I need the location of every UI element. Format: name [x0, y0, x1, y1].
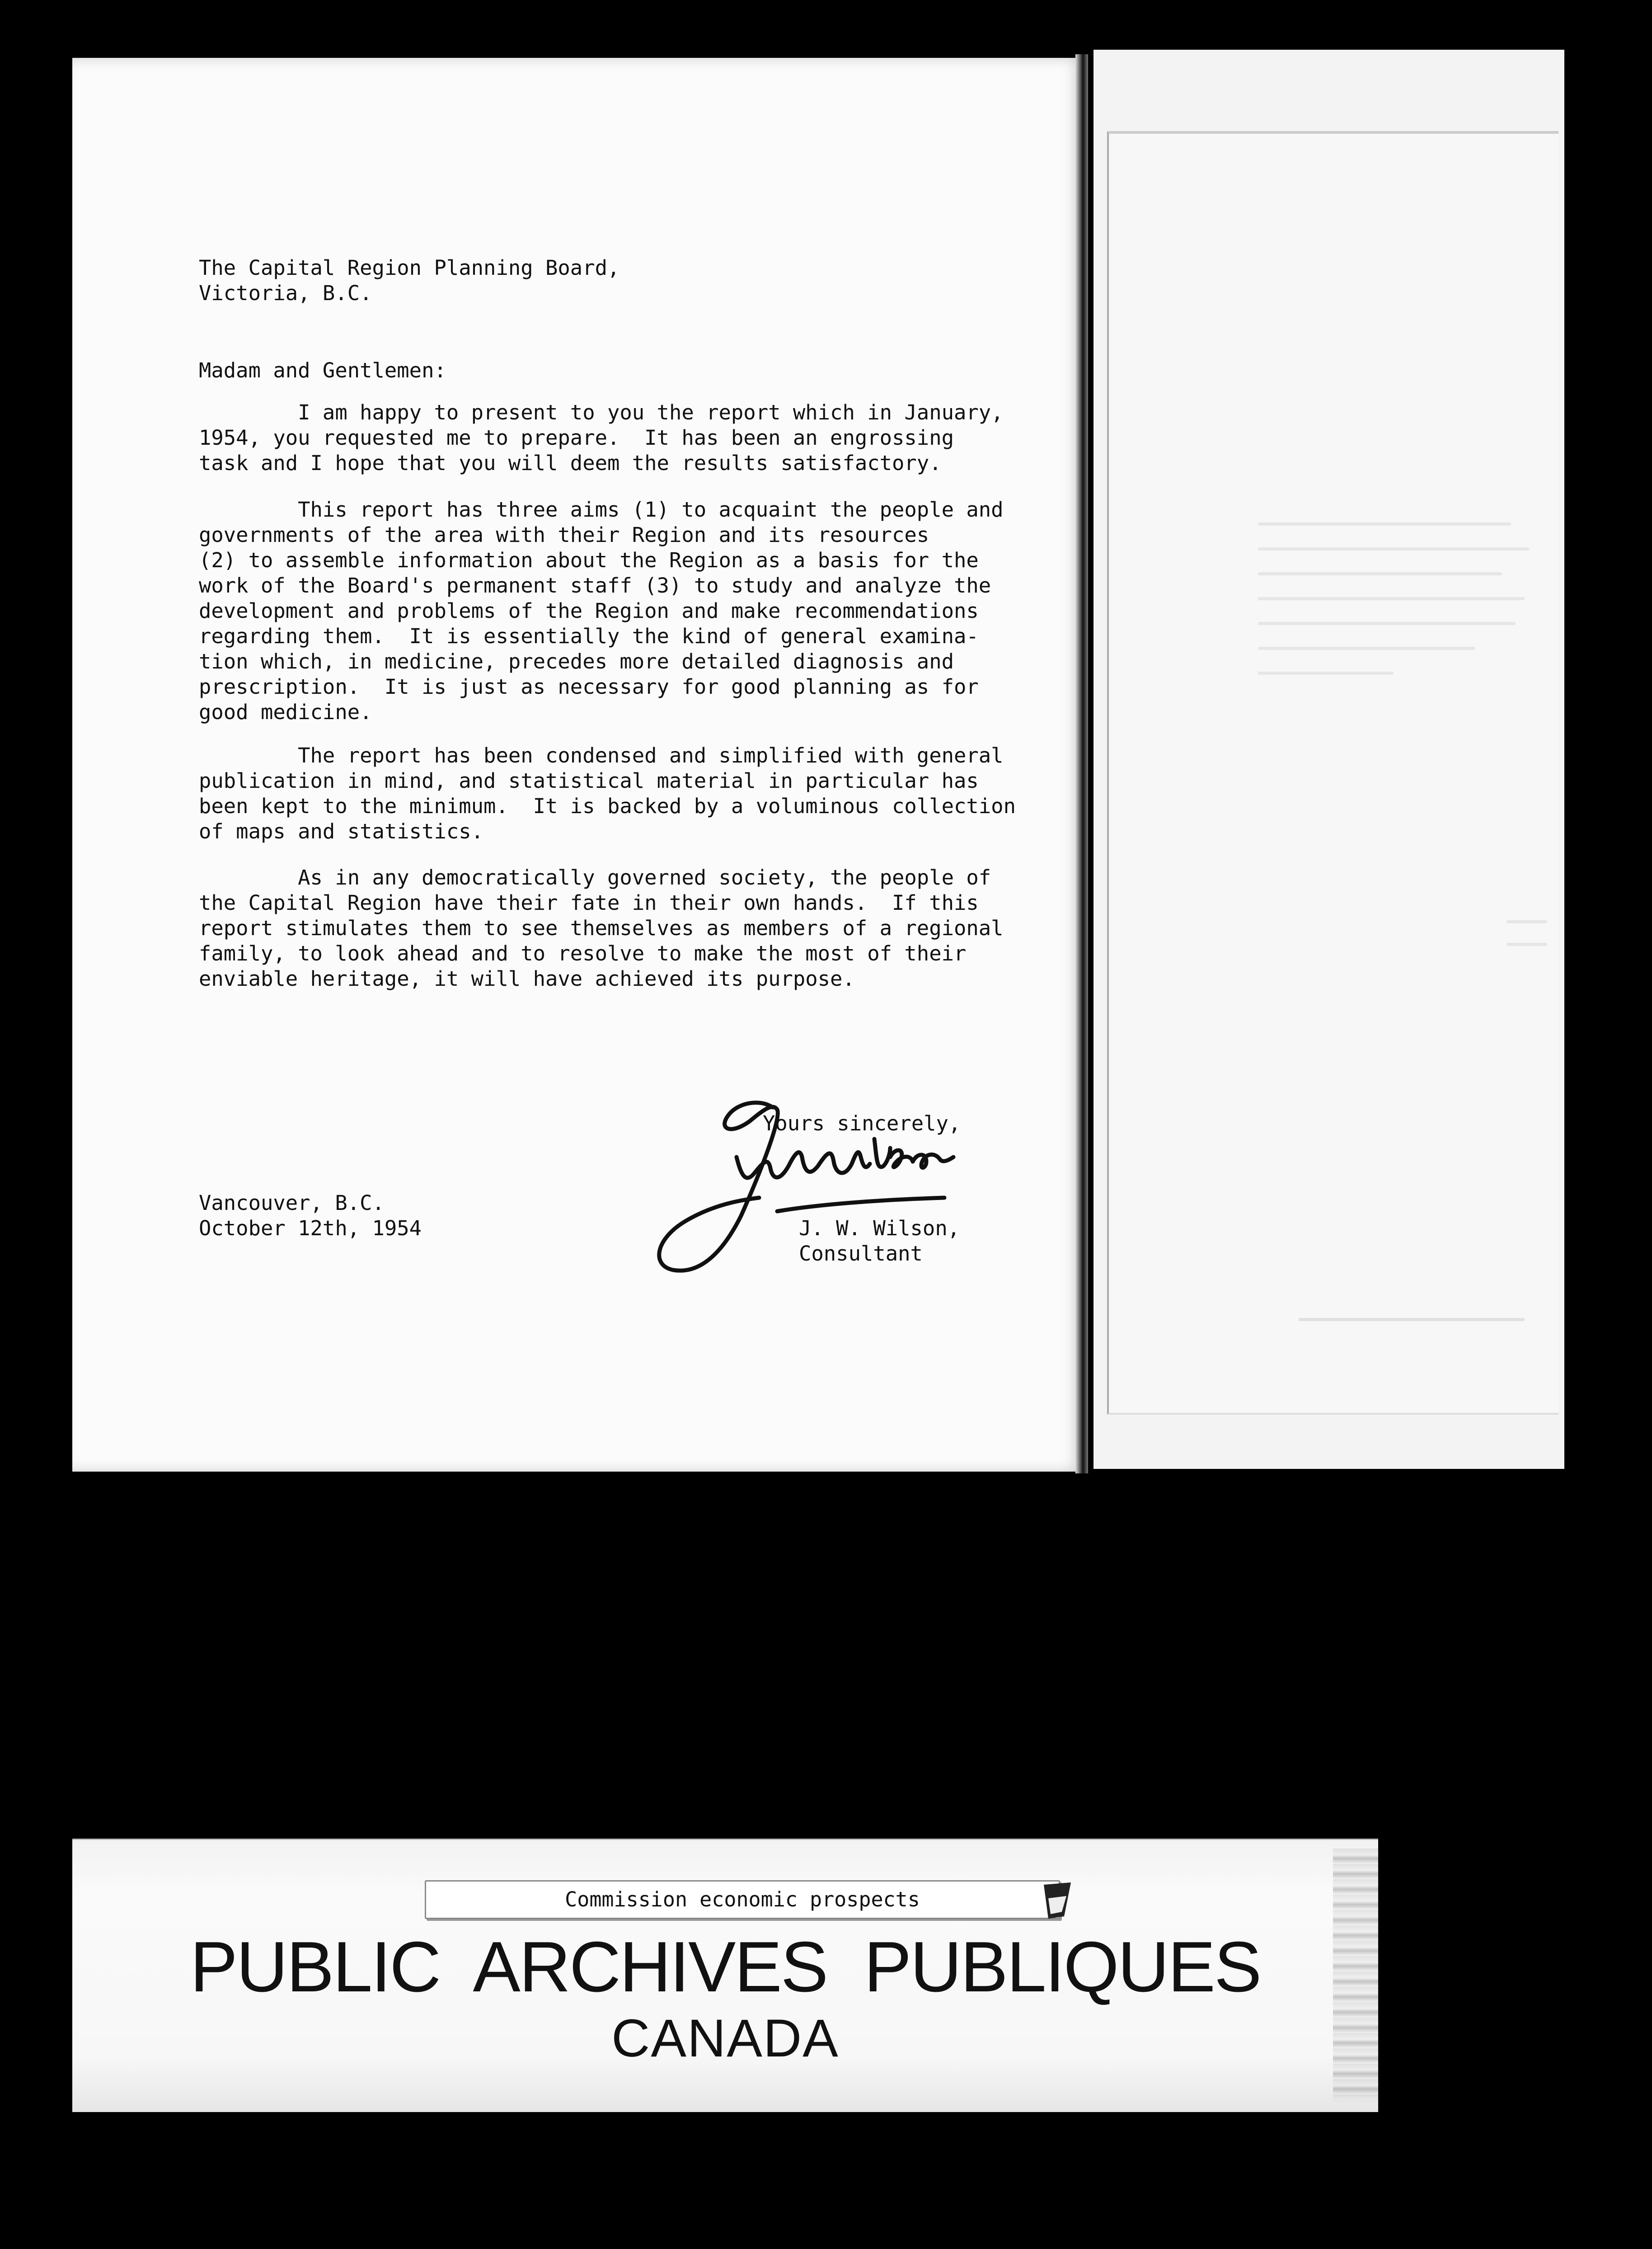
paragraph-2: This report has three aims (1) to acquaint the people and governments of the area with their Region and its resources (2) to assemble information about the Region as a basis for the work of the Board's permanent staff (3) to study and analyze the development and problems of the Region and make recommendations regarding them. It is essentially the kind of general examina- tion which, in medicine, precedes more detailed diagnosis and prescription. It is just as necessary for good planning as for good medicine.	[199, 498, 1004, 724]
subject-text: Commission economic prospects	[565, 1887, 920, 1911]
signer-name: J. W. Wilson,	[799, 1216, 960, 1240]
place: Vancouver, B.C.	[199, 1191, 385, 1215]
paragraph-4: As in any democratically governed society, the people of the Capital Region have their fate in their own hands. If this report stimulates them to see themselves as members of a regional family, to look ahead and to resolve to make the most of their enviable heritage, it will have achieved its purpose.	[199, 866, 1004, 991]
closing: Yours sincerely,	[763, 1111, 961, 1135]
subject-tag	[425, 1880, 1060, 1919]
salutation: Madam and Gentlemen:	[199, 358, 446, 382]
signer-title: Consultant	[799, 1242, 923, 1266]
recipient-line-2: Victoria, B.C.	[199, 281, 372, 305]
archive-subtitle: CANADA	[611, 2009, 839, 2068]
archive-title: PUBLIC ARCHIVES PUBLIQUES	[190, 1927, 1261, 2007]
tag-flag-icon	[1039, 1880, 1075, 1921]
paragraph-1: I am happy to present to you the report which in January, 1954, you requested me to prepare. It has been an engrossing task and I hope that you will deem the results satisfactory.	[199, 400, 1004, 475]
paragraph-3: The report has been condensed and simplified with general publication in mind, and statistical material in particular has been kept to the minimum. It is backed by a voluminous collection of maps and statistics.	[199, 743, 1016, 843]
date: October 12th, 1954	[199, 1216, 422, 1240]
signature	[624, 1085, 985, 1284]
recipient-line-1: The Capital Region Planning Board,	[199, 256, 620, 280]
